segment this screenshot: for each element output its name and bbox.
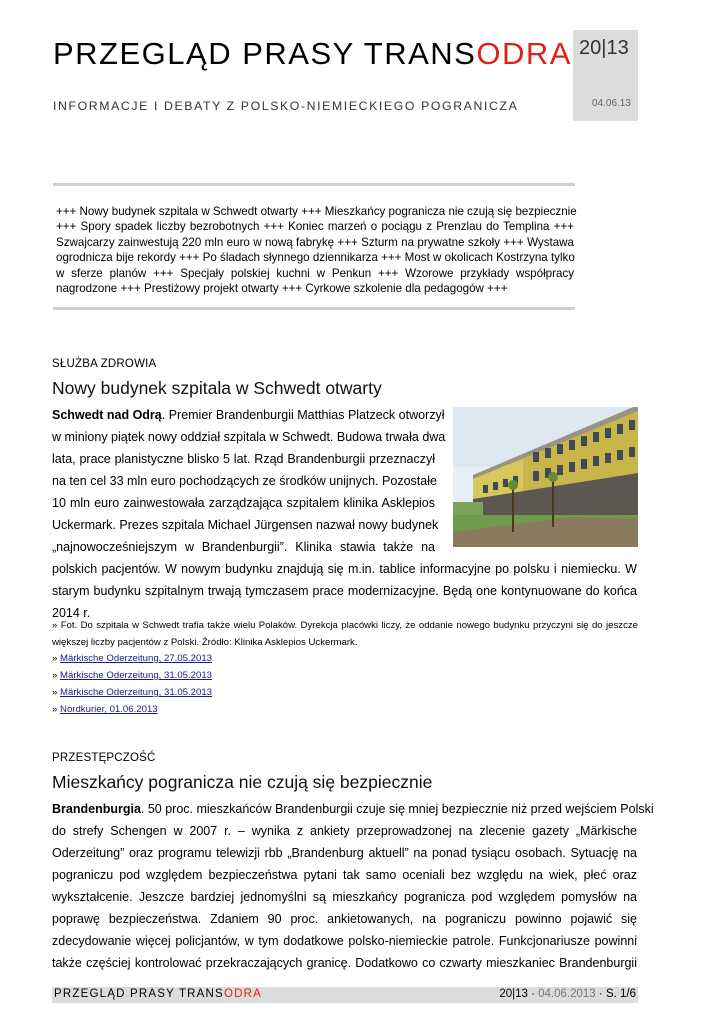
footer-page-number: S. 1/6 (605, 988, 636, 1000)
body-line: polskich pacjentów. W nowym budynku znajdują się m.in. tablice informacyjne po polsku i niemiecku. W (52, 562, 637, 576)
article1-body-wrapped (52, 404, 446, 558)
source-bullet: » (52, 704, 58, 715)
article1-place: Schwedt nad Odrą (52, 408, 162, 422)
article2-first-line (52, 798, 654, 820)
article1-first-line (52, 404, 445, 426)
body-line: zdecydowanie więcej policjantów, w tym dodatkowe polsko-niemieckie patrole. Funkcjonariusze powinni (52, 934, 637, 948)
body-line: 2014 r. (52, 606, 91, 620)
source-bullet: » (52, 653, 58, 664)
footer-separator: · (527, 988, 539, 1000)
body-line: Oderzeitung” oraz programu telewizji rbb „Brandenburg aktuell” na ponad tysiącu osobach. Sytuację na (52, 846, 637, 860)
body-line: także częściej kontrolować przekraczających granicę. Dodatkowo co czwarty mieszkaniec Brandenburgii (52, 956, 637, 970)
article1-photo-caption (52, 617, 638, 651)
body-line: Uckermark. Prezes szpitala Michael Jürgensen nazwał nowy budynek (52, 518, 439, 532)
masthead-subtitle: INFORMACJE I DEBATY Z POLSKO-NIEMIECKIEGO POGRANICZA (53, 99, 519, 113)
caption-line: większej liczby pacjentów z Polski. Źródło: Klinika Asklepios Uckermark. (52, 637, 358, 648)
source-link[interactable]: Märkische Oderzeitung, 31.05.2013 (60, 687, 213, 698)
ticker-line: +++ Spory spadek liczby bezrobotnych +++ Koniec marzeń o pociągu z Prenzlau do Templina +++ (56, 220, 574, 234)
body-line: starym budynku szpitalnym trwają tymczasem prace modernizacyjne. Będą one kontynuowane do końca (52, 584, 637, 598)
ticker-line: Szwajcarzy zainwestują 220 mln euro w nową fabrykę +++ Szturm na prywatne szkoły +++ Wystawa (56, 235, 574, 249)
source-bullet: » (52, 670, 58, 681)
source-item (52, 684, 212, 701)
footer-title-main: PRZEGLĄD PRASY TRANS (54, 988, 224, 1000)
caption-line: » Fot. Do szpitala w Schwedt trafia także wielu Polaków. Dyrekcja placówki liczy, że oddanie nowego budynku przyczyni się do jeszcze (52, 620, 638, 631)
masthead-title (53, 36, 572, 72)
ticker-line: w sferze planów +++ Specjały polskiej kuchni w Penkun +++ Wzorowe przykłady współpracy (56, 266, 574, 280)
masthead-title-main: PRZEGLĄD PRASY TRANS (53, 36, 477, 71)
body-line: pograniczu pod względem bezpieczeństwa pytani tak samo oceniali bez względu na wiek, płeć oraz (52, 868, 637, 882)
article1-category: SŁUŻBA ZDROWIA (52, 358, 157, 370)
body-line: do strefy Schengen w 2007 r. – wynika z ankiety przeprowadzonej na zlecenie gazety „Märkische (52, 824, 637, 838)
ticker-line: nagrodzone +++ Prestiżowy projekt otwarty +++ Cyrkowe szkolenie dla pedagogów +++ (56, 282, 508, 296)
source-item (52, 650, 212, 667)
footer-date: 04.06.2013 (538, 988, 596, 1000)
ticker-line: +++ Nowy budynek szpitala w Schwedt otwarty +++ Mieszkańcy pogranicza nie czują się bezpiecznie (56, 205, 577, 218)
source-link[interactable]: Nordkurier, 01.06.2013 (60, 704, 158, 715)
hospital-photo (453, 407, 638, 547)
divider-top (53, 183, 575, 186)
source-bullet: » (52, 687, 58, 698)
body-text: . 50 proc. mieszkańców Brandenburgii czuje się mniej bezpiecznie niż przed wejściem Polski (140, 802, 654, 816)
source-link[interactable]: Märkische Oderzeitung, 27.05.2013 (60, 653, 213, 664)
footer-separator: · (595, 988, 606, 1000)
article1-body-full (52, 558, 637, 624)
body-line: w miniony piątek nowy oddział szpitala w Schwedt. Budowa trwała dwa (52, 430, 446, 444)
source-item (52, 667, 212, 684)
ticker (56, 204, 577, 296)
issue-box (573, 30, 638, 121)
article1-headline: Nowy budynek szpitala w Schwedt otwarty (52, 378, 382, 398)
body-line: lata, prace planistyczne blisko 5 lat. Rząd Brandenburgii przeznaczył (52, 452, 435, 466)
article2-place: Brandenburgia (52, 802, 141, 816)
divider-bottom (53, 307, 575, 310)
footer-title (54, 988, 262, 1000)
footer-page-info (468, 988, 636, 1000)
hospital-building-image (453, 407, 638, 547)
ticker-line: ogrodnicza bije rekordy +++ Po śladach słynnego dziennikarza +++ Most w okolicach Kostrzyna tylko (56, 251, 575, 265)
source-item (52, 701, 212, 718)
body-line: wykształcenie. Jeszcze bardziej jednomyślni są mieszkańcy pogranicza pod względem pomysłów na (52, 890, 637, 904)
issue-number: 20|13 (579, 37, 629, 59)
body-line: poprawę bezpieczeństwa. Zdaniem 90 proc. ankietowanych, na pograniczu powinno pojawić się (52, 912, 637, 926)
issue-date: 04.06.13 (592, 98, 631, 109)
footer-issue: 20|13 (499, 988, 528, 1000)
source-link[interactable]: Märkische Oderzeitung, 31.05.2013 (60, 670, 213, 681)
body-text: . Premier Brandenburgii Matthias Platzeck otworzył (161, 408, 445, 422)
body-line: na ten cel 33 mln euro pochodzących ze środków unijnych. Pozostałe (52, 474, 437, 488)
masthead-title-accent: ODRA (476, 36, 572, 71)
article2-headline: Mieszkańcy pogranicza nie czują się bezpiecznie (52, 772, 433, 792)
body-line: „najnowocześniejszym w Brandenburgii”. Klinika stawia także na (52, 540, 435, 554)
article2-category: PRZESTĘPCZOŚĆ (52, 752, 156, 764)
footer-title-accent: ODRA (223, 988, 262, 1000)
article1-sources (52, 650, 212, 718)
article2-body (52, 798, 654, 974)
body-line: 10 mln euro zainwestowała zarządzająca szpitalem klinika Asklepios (52, 496, 435, 510)
